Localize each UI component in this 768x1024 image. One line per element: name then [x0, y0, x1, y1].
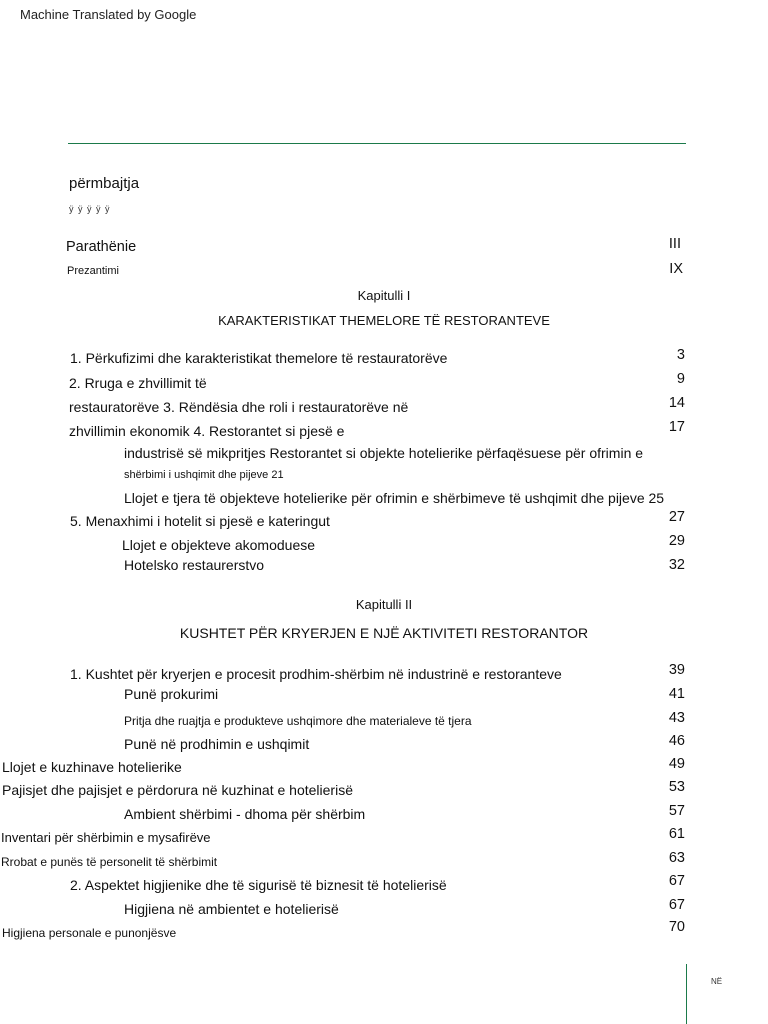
page-number: 9	[676, 371, 685, 387]
page-number: 14	[668, 395, 685, 411]
page-number: 46	[668, 733, 685, 749]
page-number: 32	[668, 557, 685, 573]
footer-mark: NË	[711, 977, 723, 986]
page-number: 43	[668, 710, 685, 726]
toc-entry[interactable]: 5. Menaxhimi i hotelit si pjesë e kateringut	[70, 513, 330, 529]
toc-entry[interactable]: shërbimi i ushqimit dhe pijeve 21	[124, 469, 284, 481]
page-number: 67	[668, 897, 685, 913]
toc-entry[interactable]: Llojet e objekteve akomoduese	[122, 537, 316, 553]
toc-entry[interactable]: restauratorëve 3. Rëndësia dhe roli i restauratorëve në	[69, 399, 409, 415]
toc-entry[interactable]: zhvillimin ekonomik 4. Restorantet si pjesë e	[69, 423, 345, 439]
toc-entry[interactable]: industrisë së mikpritjes Restorantet si objekte hotelierike përfaqësuese për ofrimin e	[124, 445, 644, 461]
page-number: 17	[668, 419, 685, 435]
toc-title: përmbajtja	[69, 175, 140, 192]
page-number: 3	[676, 347, 685, 363]
page-number: IX	[669, 261, 683, 277]
toc-entry-parathenie[interactable]: Parathënie	[66, 239, 137, 255]
page-number: 70	[668, 919, 685, 935]
toc-entry[interactable]: Ambient shërbimi - dhoma për shërbim	[124, 806, 366, 822]
toc-entry[interactable]: 1. Kushtet për kryerjen e procesit prodhim-shërbim në industrinë e restoranteve	[70, 666, 562, 682]
page-number: 29	[668, 533, 685, 549]
chapter1-title: KARAKTERISTIKAT THEMELORE TË RESTORANTEVE	[218, 313, 550, 328]
page-number: 39	[668, 662, 685, 678]
page-number: 49	[668, 756, 685, 772]
toc-entry[interactable]: Higjiena në ambientet e hotelierisë	[124, 901, 339, 917]
toc-entry[interactable]: Punë prokurimi	[124, 686, 219, 702]
toc-entry[interactable]: Llojet e tjera të objekteve hotelierike për ofrimin e shërbimeve të ushqimit dhe pijeve 25	[124, 490, 665, 506]
toc-entry[interactable]: Inventari për shërbimin e mysafirëve	[1, 830, 211, 845]
toc-entry[interactable]: 2. Rruga e zhvillimit të	[69, 375, 207, 391]
page-number: 27	[668, 509, 685, 525]
toc-entry[interactable]: Punë në prodhimin e ushqimit	[124, 736, 310, 752]
chapter2-title: KUSHTET PËR KRYERJEN E NJË AKTIVITETI RESTORANTOR	[179, 625, 589, 641]
page-number: 63	[668, 850, 685, 866]
toc-entry[interactable]: Hotelsko restaurerstvo	[124, 557, 265, 573]
machine-translated-label: Machine Translated by Google	[20, 7, 197, 22]
page-number: 57	[668, 803, 685, 819]
glyph-row: ÿ ÿ ÿ ÿ ÿ	[69, 204, 111, 214]
toc-entry[interactable]: 2. Aspektet higjienike dhe të sigurisë të biznesit të hotelierisë	[70, 877, 447, 893]
page-number: 41	[668, 686, 685, 702]
toc-entry[interactable]: Higjiena personale e punonjësve	[2, 926, 177, 940]
page-number: 67	[668, 873, 685, 889]
page-number: III	[668, 236, 681, 252]
chapter2-label: Kapitulli II	[355, 597, 413, 612]
header-divider	[68, 143, 686, 144]
toc-entry[interactable]: Pritja dhe ruajtja e produkteve ushqimore dhe materialeve të tjera	[124, 714, 472, 728]
page-number: 53	[668, 779, 685, 795]
toc-entry-prezantimi[interactable]: Prezantimi	[67, 265, 119, 277]
toc-entry[interactable]: Rrobat e punës të personelit të shërbimit	[1, 855, 218, 869]
toc-entry[interactable]: Llojet e kuzhinave hotelierike	[2, 759, 182, 775]
toc-entry[interactable]: Pajisjet dhe pajisjet e përdorura në kuzhinat e hotelierisë	[2, 782, 353, 798]
toc-entry[interactable]: 1. Përkufizimi dhe karakteristikat themelore të restauratorëve	[70, 350, 448, 366]
chapter1-label: Kapitulli I	[357, 288, 411, 303]
footer-divider	[686, 964, 687, 1024]
page-number: 61	[668, 826, 685, 842]
